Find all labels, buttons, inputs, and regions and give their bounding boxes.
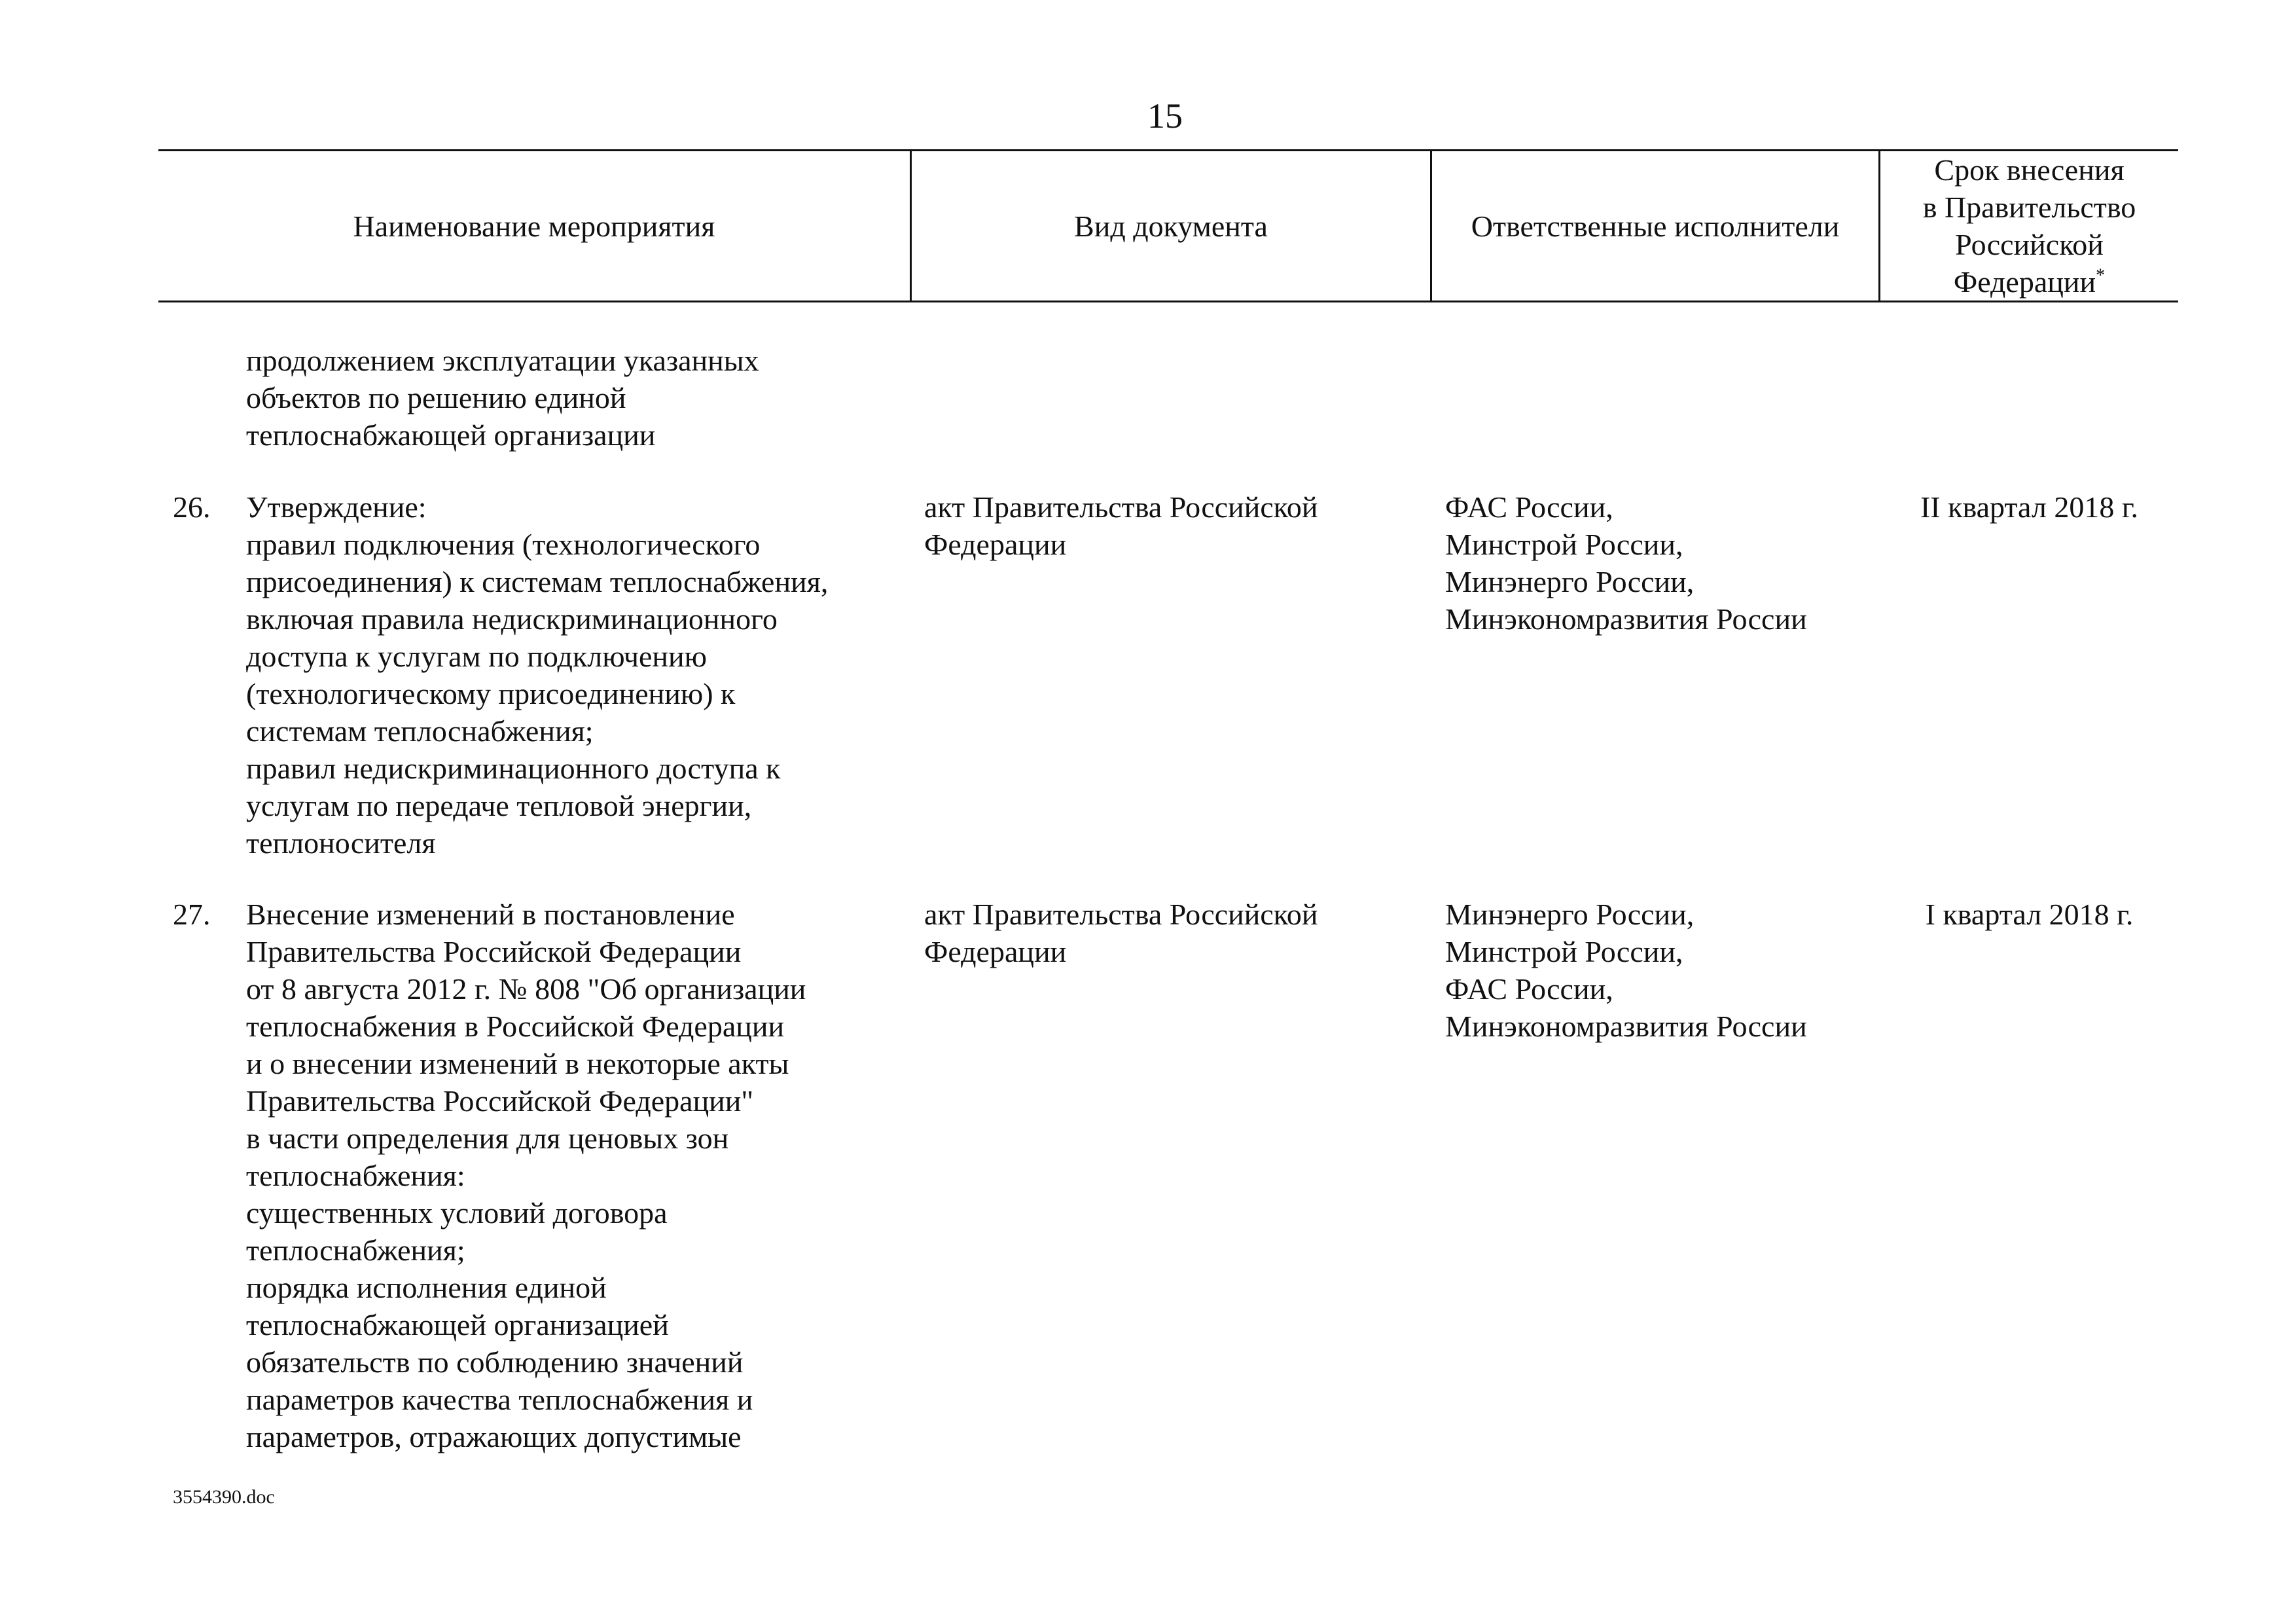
text-line: доступа к услугам по подключению: [246, 640, 707, 673]
row-doc-type: [924, 896, 1318, 970]
row-executors: [1445, 896, 1807, 1045]
text-line: включая правила недискриминационного: [246, 602, 778, 636]
row-name: [246, 896, 806, 1455]
text-line: системам теплоснабжения;: [246, 714, 594, 748]
text-line: Федерации: [924, 935, 1067, 968]
continuation-text: [246, 342, 759, 454]
text-line: теплоснабжения в Российской Федерации: [246, 1010, 785, 1043]
footnote-mark: *: [2096, 265, 2106, 286]
text-line: теплоснабжения;: [246, 1233, 465, 1267]
text-line: теплоснабжающей организацией: [246, 1308, 669, 1341]
header-name: Наименование мероприятия: [353, 209, 715, 243]
text-line: Минэнерго России,: [1445, 565, 1695, 598]
row-deadline: II квартал 2018 г.: [1920, 490, 2139, 524]
text-line: обязательств по соблюдению значений: [246, 1345, 744, 1379]
row-deadline: I квартал 2018 г.: [1925, 898, 2134, 931]
header-executors: Ответственные исполнители: [1471, 209, 1840, 243]
text-line: в части определения для ценовых зон: [246, 1122, 729, 1155]
text-line: и о внесении изменений в некоторые акты: [246, 1047, 789, 1080]
text-line: Утверждение:: [246, 490, 427, 524]
text-line: теплоснабжающей организации: [246, 418, 656, 452]
text-line: Федерации: [924, 528, 1067, 561]
text-line: порядка исполнения единой: [246, 1271, 607, 1304]
header-deadline-line-last: Федерации*: [1953, 265, 2106, 299]
footer-file-reference: 3554390.doc: [173, 1486, 275, 1508]
row-doc-type: [924, 488, 1318, 563]
text-line: параметров, отражающих допустимые: [246, 1420, 742, 1453]
text-line: теплоносителя: [246, 826, 436, 860]
text-line: услугам по передаче тепловой энергии,: [246, 789, 752, 822]
row-name: [246, 488, 828, 862]
text-line: правил подключения (технологического: [246, 528, 761, 561]
header-deadline: [1880, 151, 2178, 301]
text-line: от 8 августа 2012 г. № 808 "Об организации: [246, 972, 806, 1006]
text-line: Минстрой России,: [1445, 935, 1683, 968]
text-line: ФАС России,: [1445, 972, 1613, 1006]
text-line: ФАС России,: [1445, 490, 1613, 524]
text-line: присоединения) к системам теплоснабжения,: [246, 565, 829, 598]
row-number: 26.: [173, 490, 211, 524]
table-header-bottom-rule: [158, 301, 2178, 302]
header-deadline-line: в Правительство: [1922, 191, 2136, 224]
text-line: продолжением эксплуатации указанных: [246, 344, 759, 377]
text-line: правил недискриминационного доступа к: [246, 752, 781, 785]
text-line: объектов по решению единой: [246, 381, 626, 414]
text-line: теплоснабжения:: [246, 1159, 465, 1192]
page-number: 15: [1147, 96, 1183, 136]
row-executors: [1445, 488, 1807, 638]
header-doc-type: Вид документа: [1074, 209, 1268, 243]
text-line: Минэкономразвития России: [1445, 1010, 1807, 1043]
header-deadline-line: Срок внесения: [1934, 153, 2125, 187]
text-line: Внесение изменений в постановление: [246, 898, 735, 931]
text-line: (технологическому присоединению) к: [246, 677, 736, 710]
text-line: параметров качества теплоснабжения и: [246, 1383, 753, 1416]
text-line: Правительства Российской Федерации: [246, 935, 742, 968]
text-line: Минэнерго России,: [1445, 898, 1695, 931]
text-line: существенных условий договора: [246, 1196, 668, 1230]
row-number: 27.: [173, 898, 211, 931]
text-line: Минэкономразвития России: [1445, 602, 1807, 636]
header-deadline-line: Российской: [1955, 228, 2104, 261]
text-line: акт Правительства Российской: [924, 490, 1318, 524]
text-line: Минстрой России,: [1445, 528, 1683, 561]
text-line: акт Правительства Российской: [924, 898, 1318, 931]
text-line: Правительства Российской Федерации": [246, 1084, 754, 1118]
